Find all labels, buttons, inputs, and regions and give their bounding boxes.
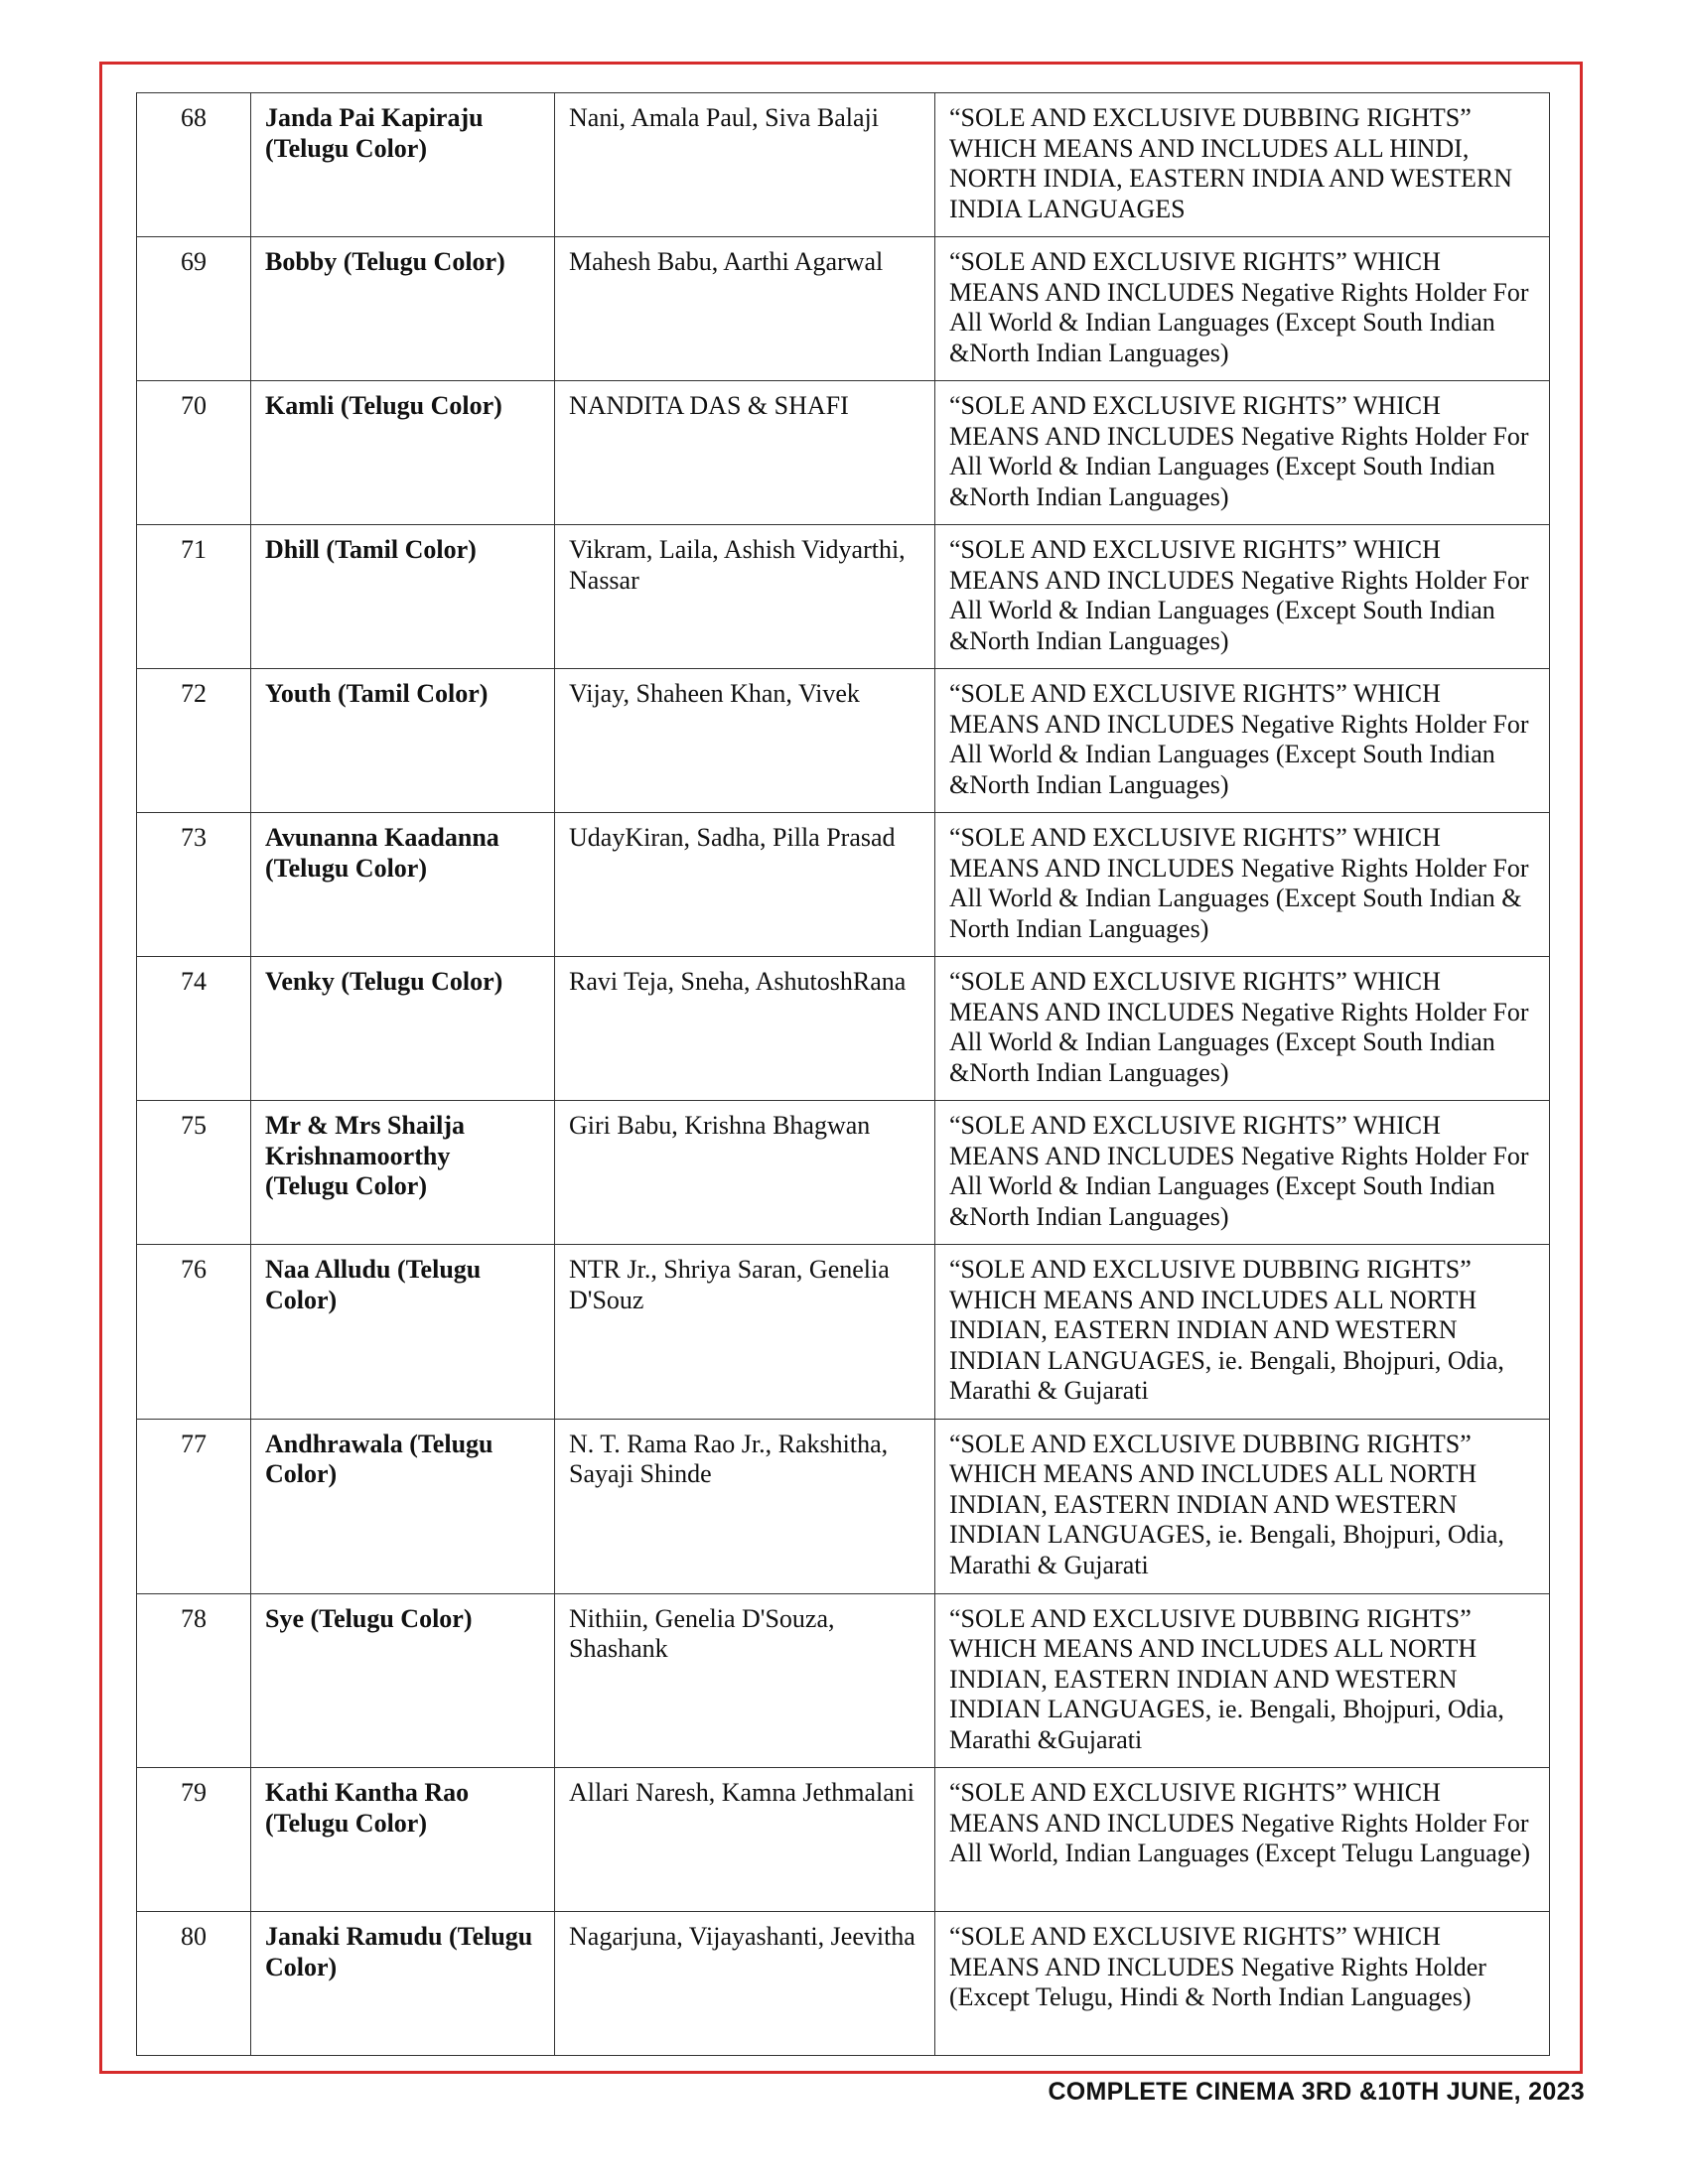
rights-description: “SOLE AND EXCLUSIVE RIGHTS” WHICH MEANS AND INCLUDES Negative Rights Holder For All World & Indian Languages (Except South Indian &North Indian Languages): [935, 237, 1550, 381]
rights-description: “SOLE AND EXCLUSIVE RIGHTS” WHICH MEANS AND INCLUDES Negative Rights Holder (Except Telugu, Hindi & North Indian Languages): [935, 1912, 1550, 2056]
rights-description: “SOLE AND EXCLUSIVE DUBBING RIGHTS” WHICH MEANS AND INCLUDES ALL NORTH INDIAN, EASTERN INDIAN AND WESTERN INDIAN LANGUAGES, ie. Bengali, Bhojpuri, Odia, Marathi &Gujarati: [935, 1593, 1550, 1768]
serial-number: 80: [137, 1912, 251, 2056]
film-cast: N. T. Rama Rao Jr., Rakshitha, Sayaji Shinde: [555, 1419, 935, 1593]
film-title: Youth (Tamil Color): [251, 669, 555, 813]
serial-number: 76: [137, 1245, 251, 1420]
film-title: Kamli (Telugu Color): [251, 381, 555, 525]
film-title: Naa Alludu (Telugu Color): [251, 1245, 555, 1420]
serial-number: 70: [137, 381, 251, 525]
table-row: [137, 1101, 1550, 1245]
film-title: Sye (Telugu Color): [251, 1593, 555, 1768]
film-cast: Giri Babu, Krishna Bhagwan: [555, 1101, 935, 1245]
rights-description: “SOLE AND EXCLUSIVE RIGHTS” WHICH MEANS AND INCLUDES Negative Rights Holder For All World & Indian Languages (Except South Indian &North Indian Languages): [935, 381, 1550, 525]
table-row: [137, 1912, 1550, 2056]
table-row: [137, 1768, 1550, 1912]
serial-number: 72: [137, 669, 251, 813]
rights-description: “SOLE AND EXCLUSIVE DUBBING RIGHTS” WHICH MEANS AND INCLUDES ALL NORTH INDIAN, EASTERN INDIAN AND WESTERN INDIAN LANGUAGES, ie. Bengali, Bhojpuri, Odia, Marathi & Gujarati: [935, 1245, 1550, 1420]
film-cast: Nagarjuna, Vijayashanti, Jeevitha: [555, 1912, 935, 2056]
film-title: Kathi Kantha Rao (Telugu Color): [251, 1768, 555, 1912]
serial-number: 75: [137, 1101, 251, 1245]
serial-number: 69: [137, 237, 251, 381]
film-rights-table-body: [137, 93, 1550, 2056]
film-cast: Vikram, Laila, Ashish Vidyarthi, Nassar: [555, 525, 935, 669]
film-title: Bobby (Telugu Color): [251, 237, 555, 381]
film-title: Avunanna Kaadanna (Telugu Color): [251, 813, 555, 957]
film-cast: NANDITA DAS & SHAFI: [555, 381, 935, 525]
rights-description: “SOLE AND EXCLUSIVE DUBBING RIGHTS” WHICH MEANS AND INCLUDES ALL HINDI, NORTH INDIA, EASTERN INDIA AND WESTERN INDIA LANGUAGES: [935, 93, 1550, 237]
rights-description: “SOLE AND EXCLUSIVE RIGHTS” WHICH MEANS AND INCLUDES Negative Rights Holder For All World & Indian Languages (Except South Indian &North Indian Languages): [935, 957, 1550, 1101]
film-title: Venky (Telugu Color): [251, 957, 555, 1101]
film-cast: Allari Naresh, Kamna Jethmalani: [555, 1768, 935, 1912]
film-cast: Mahesh Babu, Aarthi Agarwal: [555, 237, 935, 381]
serial-number: 77: [137, 1419, 251, 1593]
film-cast: Ravi Teja, Sneha, AshutoshRana: [555, 957, 935, 1101]
serial-number: 71: [137, 525, 251, 669]
table-row: [137, 669, 1550, 813]
rights-description: “SOLE AND EXCLUSIVE RIGHTS” WHICH MEANS AND INCLUDES Negative Rights Holder For All World & Indian Languages (Except South Indian &North Indian Languages): [935, 1101, 1550, 1245]
page-footer: COMPLETE CINEMA 3RD &10TH JUNE, 2023: [1048, 2078, 1585, 2106]
film-rights-table: [136, 92, 1550, 2056]
serial-number: 73: [137, 813, 251, 957]
serial-number: 74: [137, 957, 251, 1101]
film-title: Dhill (Tamil Color): [251, 525, 555, 669]
film-title: Janaki Ramudu (Telugu Color): [251, 1912, 555, 2056]
table-row: [137, 957, 1550, 1101]
table-row: [137, 1593, 1550, 1768]
rights-description: “SOLE AND EXCLUSIVE RIGHTS” WHICH MEANS AND INCLUDES Negative Rights Holder For All World & Indian Languages (Except South Indian & North Indian Languages): [935, 813, 1550, 957]
table-row: [137, 381, 1550, 525]
table-row: [137, 813, 1550, 957]
film-title: Janda Pai Kapiraju (Telugu Color): [251, 93, 555, 237]
serial-number: 68: [137, 93, 251, 237]
table-row: [137, 525, 1550, 669]
film-title: Mr & Mrs Shailja Krishnamoorthy (Telugu Color): [251, 1101, 555, 1245]
film-cast: Vijay, Shaheen Khan, Vivek: [555, 669, 935, 813]
table-row: [137, 1419, 1550, 1593]
film-cast: Nithiin, Genelia D'Souza, Shashank: [555, 1593, 935, 1768]
film-cast: NTR Jr., Shriya Saran, Genelia D'Souz: [555, 1245, 935, 1420]
table-row: [137, 1245, 1550, 1420]
serial-number: 79: [137, 1768, 251, 1912]
film-cast: UdayKiran, Sadha, Pilla Prasad: [555, 813, 935, 957]
rights-description: “SOLE AND EXCLUSIVE DUBBING RIGHTS” WHICH MEANS AND INCLUDES ALL NORTH INDIAN, EASTERN INDIAN AND WESTERN INDIAN LANGUAGES, ie. Bengali, Bhojpuri, Odia, Marathi & Gujarati: [935, 1419, 1550, 1593]
serial-number: 78: [137, 1593, 251, 1768]
table-row: [137, 93, 1550, 237]
film-title: Andhrawala (Telugu Color): [251, 1419, 555, 1593]
rights-description: “SOLE AND EXCLUSIVE RIGHTS” WHICH MEANS AND INCLUDES Negative Rights Holder For All World & Indian Languages (Except South Indian &North Indian Languages): [935, 525, 1550, 669]
table-row: [137, 237, 1550, 381]
rights-description: “SOLE AND EXCLUSIVE RIGHTS” WHICH MEANS AND INCLUDES Negative Rights Holder For All World, Indian Languages (Except Telugu Language): [935, 1768, 1550, 1912]
film-cast: Nani, Amala Paul, Siva Balaji: [555, 93, 935, 237]
rights-description: “SOLE AND EXCLUSIVE RIGHTS” WHICH MEANS AND INCLUDES Negative Rights Holder For All World & Indian Languages (Except South Indian &North Indian Languages): [935, 669, 1550, 813]
